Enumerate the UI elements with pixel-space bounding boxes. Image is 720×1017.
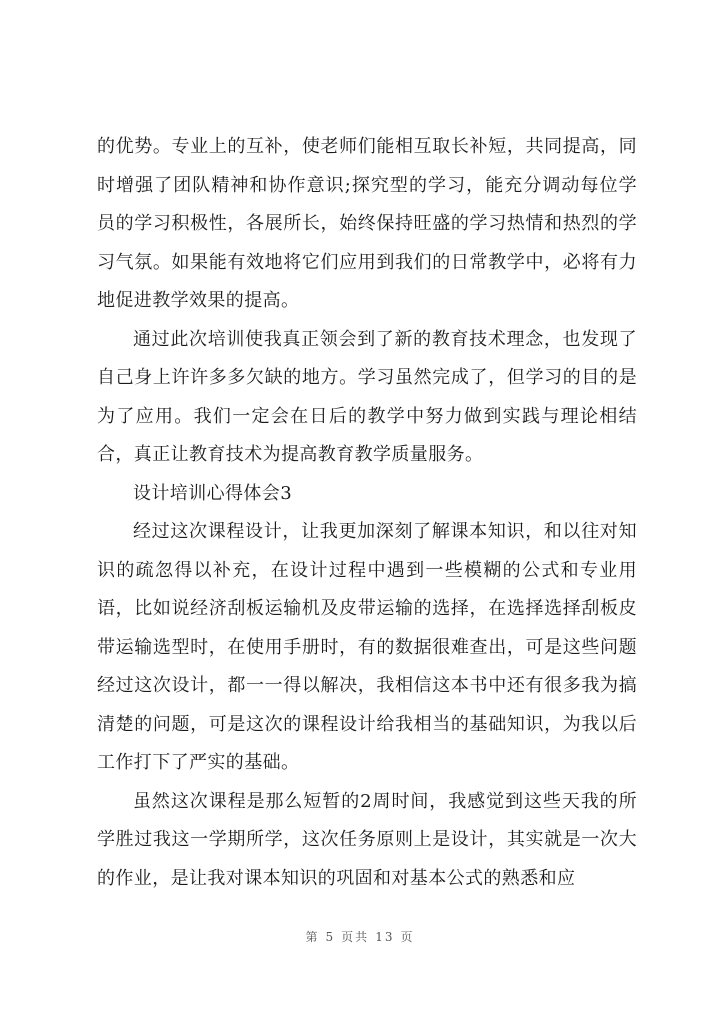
paragraph-3: 经过这次课程设计，让我更加深刻了解课本知识，和以往对知识的疏忽得以补充，在设计过程中遇到一些模糊的公式和专业用语，比如说经济刮板运输机及皮带运输的选择，在选择选择刮板皮带运输选型时，在使用手册时，有的数据很难查出，可是这些问题经过这次设计，都一一得以解决，我相信这本书中还有很多我为搞清楚的问题，可是这次的课程设计给我相当的基础知识，为我以后工作打下了严实的基础。 [97, 521, 637, 773]
paragraph-4: 虽然这次课程是那么短暂的2周时间，我感觉到这些天我的所学胜过我这一学期所学，这次任务原则上是设计，其实就是一次大的作业，是让我对课本知识的巩固和对基本公式的熟悉和应 [97, 790, 637, 889]
page-label-suffix: 页 [400, 930, 415, 944]
current-page-number: 5 [325, 930, 336, 944]
section-heading: 设计培训心得体会3 [133, 482, 293, 504]
page-label-mid: 页共 [341, 930, 370, 944]
paragraph-1: 的优势。专业上的互补，使老师们能相互取长补短，共同提高，同时增强了团队精神和协作意识;探究型的学习，能充分调动每位学员的学习积极性，各展所长，始终保持旺盛的学习热情和热烈的学习气氛。如果能有效地将它们应用到我们的日常教学中，必将有力地促进教学效果的提高。 [97, 136, 637, 311]
total-pages-number: 13 [375, 930, 395, 944]
paragraph-2: 通过此次培训使我真正领会到了新的教育技术理念，也发现了自己身上许许多多欠缺的地方。学习虽然完成了，但学习的目的是为了应用。我们一定会在日后的教学中努力做到实践与理论相结合，真正让教育技术为提高教育教学质量服务。 [97, 328, 637, 465]
document-body [97, 128, 637, 898]
page-label-prefix: 第 [305, 930, 320, 944]
page-footer [0, 928, 720, 945]
